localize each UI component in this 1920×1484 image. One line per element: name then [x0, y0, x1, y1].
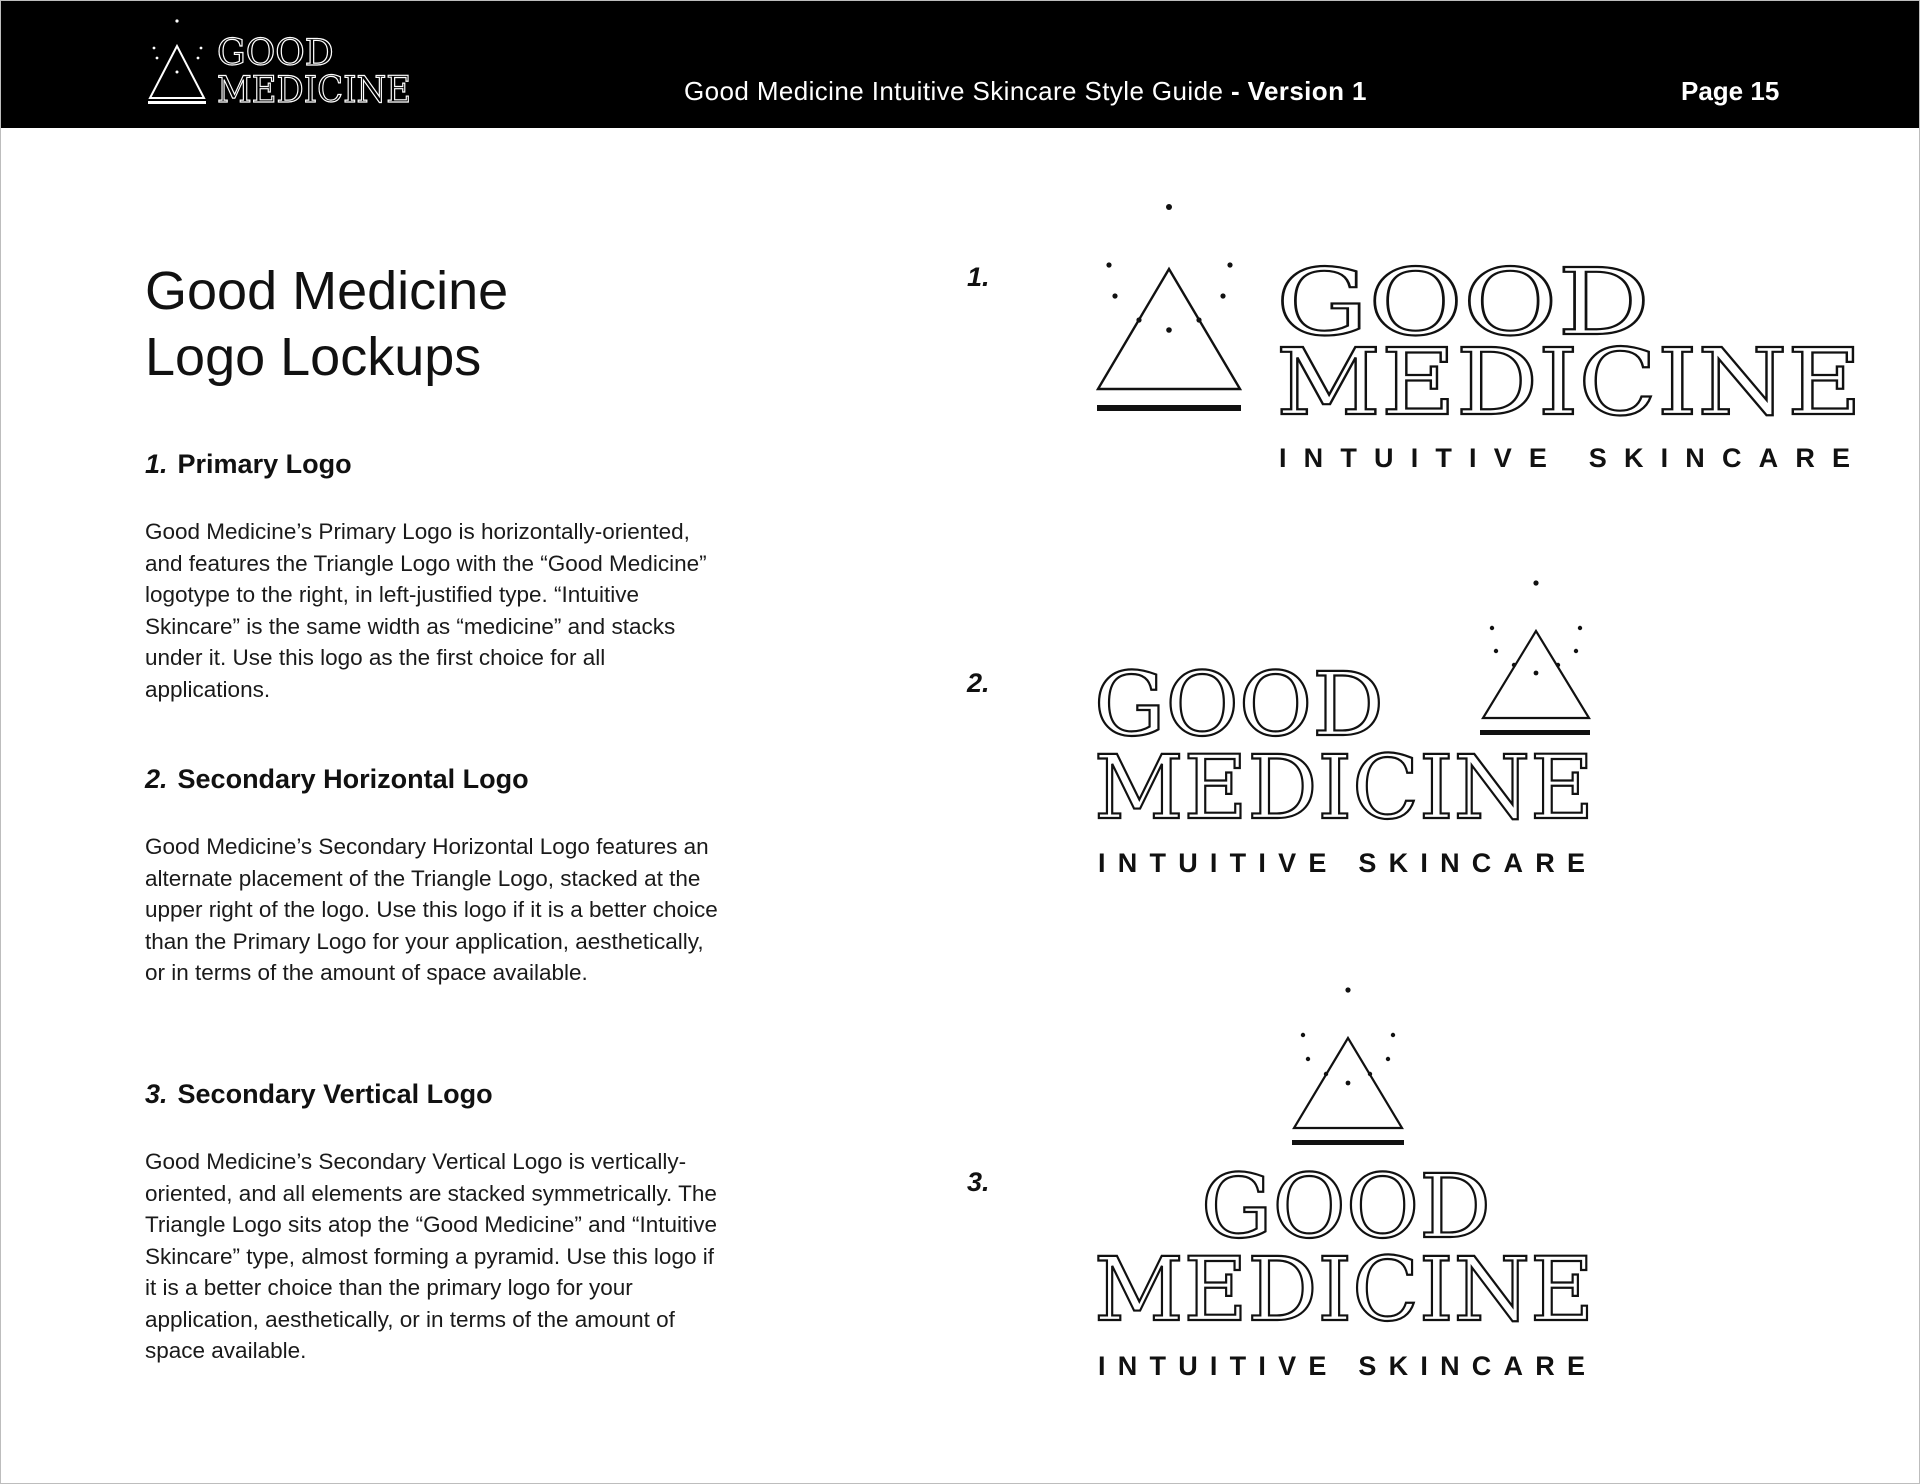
header-bar: [0, 0, 1920, 128]
lockup-number-3: 3.: [967, 1167, 990, 1197]
section-heading-secondary-vertical: [145, 1079, 745, 1110]
header-logo-line2: MEDICINE: [217, 70, 411, 108]
document-title-main: Good Medicine Intuitive Skincare Style Guide: [684, 76, 1224, 106]
document-title-separator: -: [1223, 76, 1248, 106]
lockup-number-2: 2.: [967, 668, 990, 698]
section-heading-primary-logo: [145, 449, 745, 480]
page-number: Page 15: [1681, 76, 1780, 106]
page-title: [145, 258, 745, 390]
secondary-horizontal-logo-lockup: [1090, 575, 1630, 885]
header-logo-line1: GOOD: [217, 33, 334, 74]
document-title: [684, 76, 1367, 107]
section-number: 2.: [145, 764, 168, 794]
triangle-logo-icon: [148, 19, 206, 104]
lockup-number-1: 1.: [967, 262, 990, 292]
section-heading-secondary-horizontal: [145, 764, 745, 795]
logo-wordmark-line1: GOOD: [1201, 1155, 1491, 1258]
header-logo: [145, 18, 425, 108]
section-heading-text: Secondary Vertical Logo: [177, 1079, 493, 1109]
page-title-line2: Logo Lockups: [145, 327, 482, 387]
logo-wordmark-line2: MEDICINE: [1094, 736, 1594, 839]
section-body-primary-logo: Good Medicine’s Primary Logo is horizontally-oriented, and features the Triangle Logo with the “Good Medicine” logotype to the right, in left-justified type. “Intuitive Skincare” is the same width as “medicine” and stacks under it. Use this logo as the first choice for all applications.: [145, 519, 707, 702]
logo-tagline: INTUITIVE SKINCARE: [1098, 1351, 1595, 1381]
section-heading-text: Primary Logo: [177, 449, 352, 479]
logo-wordmark-line1: GOOD: [1276, 249, 1650, 356]
logo-tagline: INTUITIVE SKINCARE: [1279, 443, 1861, 473]
logo-wordmark-line1: GOOD: [1094, 653, 1384, 756]
triangle-logo-icon: [1097, 204, 1241, 411]
primary-logo-lockup: [1090, 195, 1862, 480]
logo-wordmark-line2: MEDICINE: [1276, 329, 1862, 436]
triangle-logo-icon: [1292, 987, 1404, 1145]
section-body-secondary-horizontal: Good Medicine’s Secondary Horizontal Logo features an alternate placement of the Triangle Logo, stacked at the upper right of the logo. Use this logo if it is a better choice than the Primary Logo for your application, aesthetically, or in terms of the amount of space available.: [145, 834, 718, 985]
secondary-vertical-logo-lockup: [1090, 980, 1630, 1390]
section-number: 3.: [145, 1079, 168, 1109]
logo-wordmark-line2: MEDICINE: [1094, 1238, 1594, 1341]
logo-tagline: INTUITIVE SKINCARE: [1098, 848, 1595, 878]
page-title-line1: Good Medicine: [145, 261, 509, 321]
document-version: Version 1: [1247, 76, 1367, 106]
section-body-secondary-vertical: Good Medicine’s Secondary Vertical Logo is vertically-oriented, and all elements are stacked symmetrically. The Triangle Logo sits atop the “Good Medicine” and “Intuitive Skincare” type, almost forming a pyramid. Use this logo if it is a better choice than the primary logo for your application, aesthetically, or in terms of the amount of space available.: [145, 1149, 717, 1363]
section-heading-text: Secondary Horizontal Logo: [177, 764, 529, 794]
triangle-logo-icon: [1480, 580, 1590, 735]
section-number: 1.: [145, 449, 168, 479]
